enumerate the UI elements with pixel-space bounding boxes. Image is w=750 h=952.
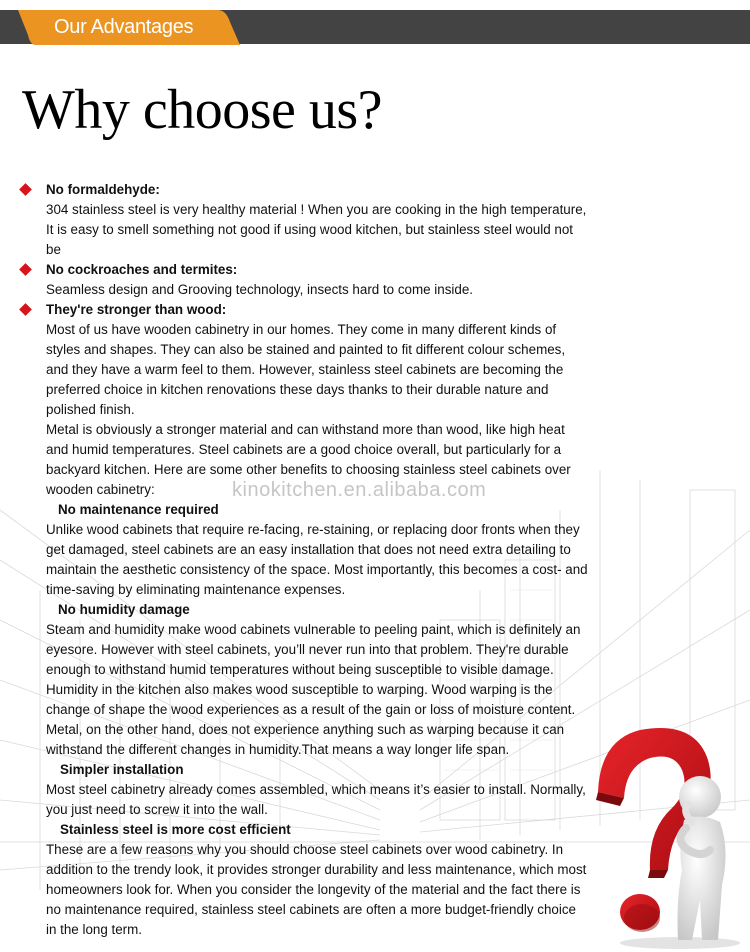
text-line: addition to the trendy look, it provides stronger durability and less maintenance, which most (46, 862, 587, 877)
text-line: Unlike wood cabinets that require re-facing, re-staining, or replacing door fronts when they (46, 522, 580, 537)
subheading-cost-efficient: Stainless steel is more cost efficient (60, 822, 291, 837)
text-line: you just need to screw it into the wall. (46, 802, 268, 817)
text-line: polished finish. (46, 402, 135, 417)
text-line: These are a few reasons why you should choose steel cabinets over wood cabinetry. In (46, 842, 564, 857)
subheading-simpler-installation: Simpler installation (60, 762, 184, 777)
watermark-text: kinokitchen.en.alibaba.com (232, 479, 487, 501)
subheading-no-humidity-damage: No humidity damage (58, 602, 190, 617)
subheading-no-maintenance: No maintenance required (58, 502, 219, 517)
text-line: Steam and humidity make wood cabinets vulnerable to peeling paint, which is definitely an (46, 622, 581, 637)
page-title: Why choose us? (22, 79, 383, 141)
text-line: preferred choice in kitchen renovations these days thanks to their durable nature and (46, 382, 549, 397)
bullet-diamond-icon (19, 183, 32, 196)
heading-stronger-than-wood: They're stronger than wood: (46, 302, 227, 317)
text-line: get damaged, steel cabinets are an easy installation that does not need extra detailing to (46, 542, 571, 557)
text-line: 304 stainless steel is very healthy material ! When you are cooking in the high temperature, (46, 202, 587, 217)
heading-no-formaldehyde: No formaldehyde: (46, 182, 160, 197)
text-line: Metal, on the other hand, does not experience anything such as warping because it can (46, 722, 565, 737)
text-line: no maintenance required, stainless steel cabinets are often a more budget-friendly choice (46, 902, 576, 917)
text-line: Humidity in the kitchen also makes wood susceptible to warping. Wood warping is the (46, 682, 553, 697)
text-line: It is easy to smell something not good if using wood kitchen, but stainless steel would not (46, 222, 573, 237)
bullet-diamond-icon (19, 303, 32, 316)
heading-no-cockroaches: No cockroaches and termites: (46, 262, 238, 277)
text-line: maintain the aesthetic consistency of the space. Most importantly, this becomes a cost- and (46, 562, 588, 577)
text-line: change of shape the wood experiences as a result of the gain or loss of moisture content. (46, 702, 576, 717)
text-line: Seamless design and Grooving technology, insects hard to come inside. (46, 282, 474, 297)
text-line: in the long term. (46, 922, 143, 937)
question-mark-figure-illustration (590, 700, 750, 952)
text-line: styles and shapes. They can also be stained and painted to fit different colour schemes, (46, 342, 566, 357)
text-line: and they have a warm feel to them. However, stainless steel cabinets are becoming the (46, 362, 564, 377)
text-line: enough to withstand humid temperatures without being susceptible to visible damage. (46, 662, 554, 677)
text-line: Most of us have wooden cabinetry in our homes. They come in many different kinds of (46, 322, 557, 337)
text-line: withstand the different changes in humidity.That means a way longer life span. (46, 742, 510, 757)
text-line: homeowners look for. When you consider the longevity of the material and the fact there is (46, 882, 581, 897)
text-line: time-saving by eliminating maintenance expenses. (46, 582, 346, 597)
text-line: wooden cabinetry: (46, 482, 155, 497)
text-line: eyesore. However with steel cabinets, you’ll never run into that problem. They're durable (46, 642, 569, 657)
text-line: Most steel cabinetry already comes assembled, which means it’s easier to install. Normally, (46, 782, 586, 797)
text-line: backyard kitchen. Here are some other benefits to choosing stainless steel cabinets over (46, 462, 571, 477)
bullet-diamond-icon (19, 263, 32, 276)
text-line: and humid temperatures. Steel cabinets are a good choice overall, but particularly for a (46, 442, 562, 457)
text-line: Metal is obviously a stronger material and can withstand more than wood, like high heat (46, 422, 565, 437)
text-line: be (46, 242, 61, 257)
section-banner-label: Our Advantages (54, 16, 194, 38)
